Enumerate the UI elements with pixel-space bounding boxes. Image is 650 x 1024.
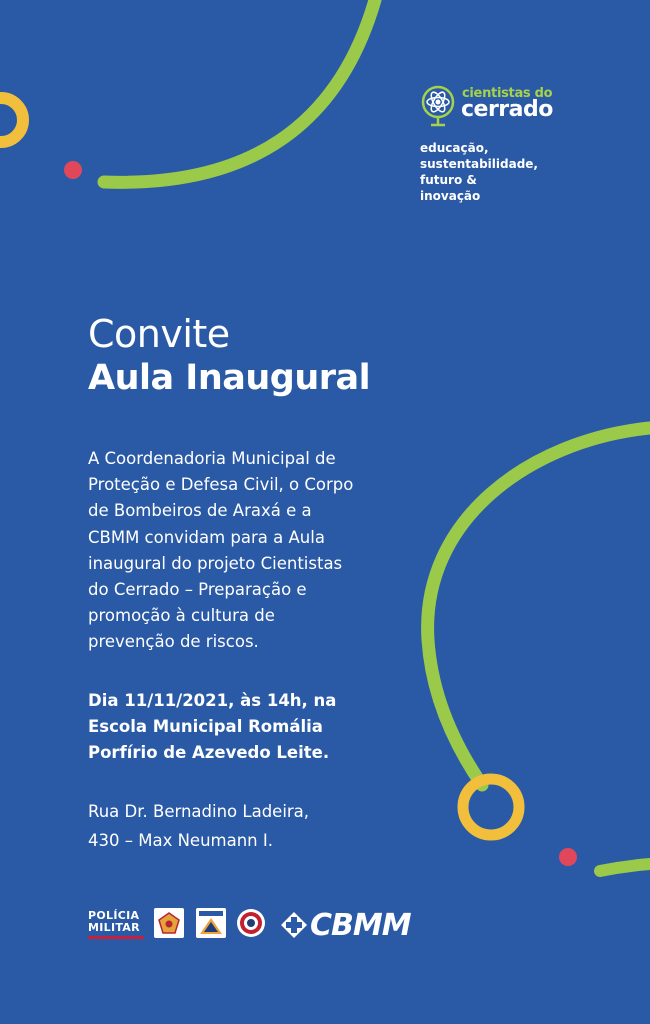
tagline-line: futuro & — [420, 173, 477, 187]
militar-text: MILITAR — [88, 921, 140, 934]
event-line: Dia 11/11/2021, às 14h, na — [88, 691, 337, 710]
defesa-civil-badge-icon — [196, 908, 226, 938]
event-address — [88, 797, 309, 855]
paragraph-line: CBMM convidam para a Aula — [88, 527, 325, 547]
bottom-green-arc — [600, 864, 650, 871]
cbmm-logo — [280, 908, 426, 942]
top-red-dot — [64, 161, 82, 179]
top-green-arc — [104, 0, 375, 182]
bombeiros-seal-icon — [236, 908, 266, 938]
paragraph-line: Proteção e Defesa Civil, o Corpo — [88, 475, 354, 495]
paragraph-line: A Coordenadoria Municipal de — [88, 449, 336, 468]
event-line: Escola Municipal Romália — [88, 717, 323, 737]
paragraph-line: do Cerrado – Preparação e — [88, 580, 307, 600]
tagline-line: sustentabilidade, — [420, 157, 538, 171]
cbmm-symbol-icon — [280, 911, 308, 939]
title-convite: Convite — [88, 312, 230, 356]
right-green-arc — [428, 428, 650, 785]
paragraph-line: de Bombeiros de Araxá e a — [88, 501, 312, 521]
bottom-red-dot — [559, 848, 577, 866]
tagline-line: inovação — [420, 189, 481, 203]
cientistas-do-cerrado-logo — [418, 84, 618, 134]
right-yellow-ring — [463, 779, 519, 835]
logo-big-text: cerrado — [461, 97, 553, 122]
policia-militar-logo — [88, 910, 144, 939]
address-line: 430 – Max Neumann I. — [88, 831, 273, 850]
policia-text: POLÍCIA — [88, 909, 140, 922]
atom-icon — [418, 84, 458, 130]
logo-small-text: cientistas do — [462, 86, 553, 101]
event-details — [88, 688, 336, 767]
policia-red-bar — [88, 936, 144, 939]
sponsor-logos — [88, 906, 428, 942]
paragraph-line: prevenção de riscos. — [88, 632, 259, 652]
paragraph-line: promoção à cultura de — [88, 606, 275, 626]
top-left-yellow-ring — [0, 98, 23, 142]
cbmm-text: CBMM — [310, 908, 411, 943]
tagline-line: educação, — [420, 141, 489, 155]
invitation-paragraph — [88, 446, 388, 656]
address-line: Rua Dr. Bernadino Ladeira, — [88, 802, 310, 821]
event-line: Porfírio de Azevedo Leite. — [88, 743, 330, 763]
tagline — [420, 140, 620, 204]
bombeiros-badge-icon — [154, 908, 184, 938]
title-aula-inaugural: Aula Inaugural — [88, 358, 371, 398]
paragraph-line: inaugural do projeto Cientistas — [88, 553, 343, 573]
